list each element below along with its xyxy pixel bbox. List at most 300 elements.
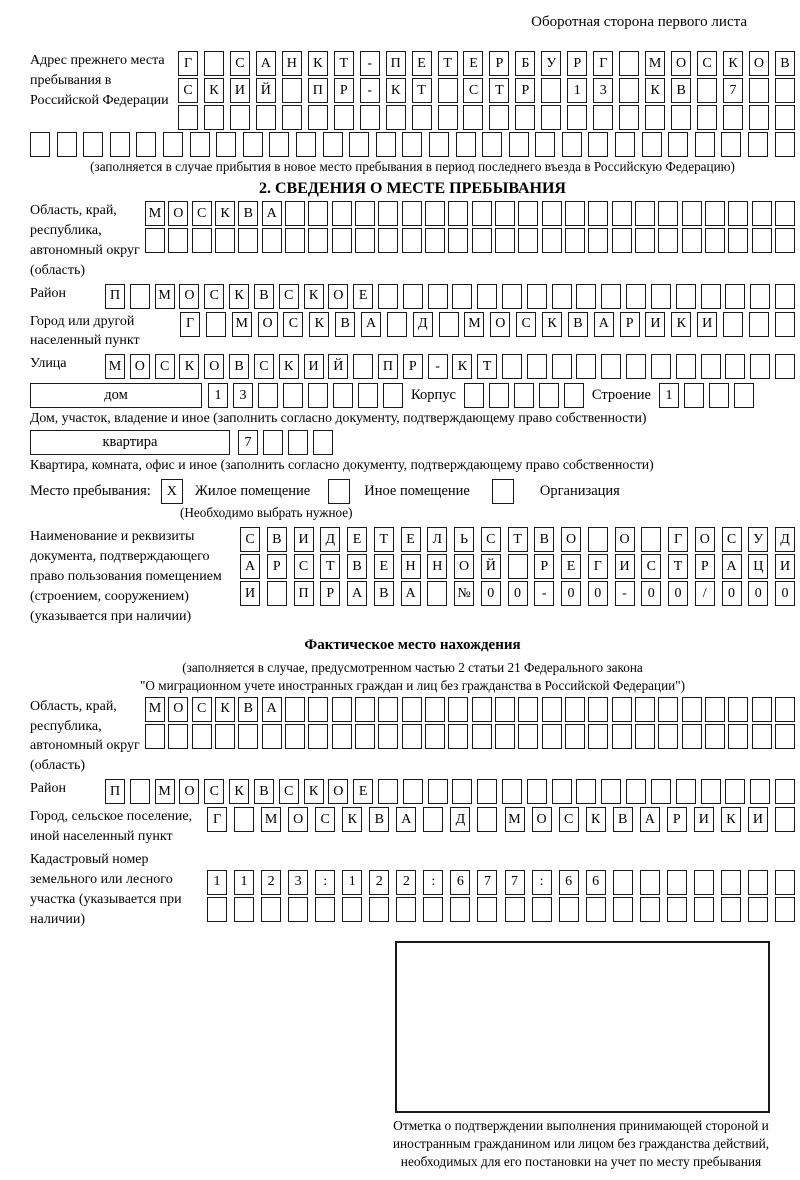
char-cell[interactable] [402, 697, 422, 722]
char-cell[interactable]: Е [374, 554, 394, 579]
char-cell[interactable]: И [645, 312, 665, 337]
char-cell[interactable] [728, 724, 748, 749]
char-cell[interactable] [386, 105, 406, 130]
char-cell[interactable]: Т [489, 78, 509, 103]
char-cell[interactable] [396, 897, 416, 922]
char-cell[interactable] [619, 78, 639, 103]
char-cell[interactable] [515, 105, 535, 130]
char-cell[interactable] [705, 228, 725, 253]
char-cell[interactable] [601, 779, 621, 804]
char-cell[interactable] [565, 724, 585, 749]
char-cell[interactable] [658, 724, 678, 749]
char-cell[interactable] [542, 697, 562, 722]
char-cell[interactable]: Е [347, 527, 367, 552]
char-cell[interactable] [658, 697, 678, 722]
char-cell[interactable]: М [145, 697, 165, 722]
char-cell[interactable]: 2 [396, 870, 416, 895]
char-cell[interactable]: Р [403, 354, 423, 379]
char-cell[interactable]: С [279, 779, 299, 804]
char-cell[interactable] [565, 697, 585, 722]
char-cell[interactable] [588, 697, 608, 722]
char-cell[interactable] [709, 383, 729, 408]
char-cell[interactable]: С [279, 284, 299, 309]
char-cell[interactable]: С [155, 354, 175, 379]
char-cell[interactable] [748, 897, 768, 922]
char-cell[interactable] [541, 78, 561, 103]
char-cell[interactable] [288, 430, 308, 455]
char-cell[interactable] [463, 105, 483, 130]
char-cell[interactable] [514, 383, 534, 408]
char-cell[interactable] [612, 724, 632, 749]
char-cell[interactable] [508, 554, 528, 579]
char-cell[interactable] [412, 105, 432, 130]
char-cell[interactable]: 0 [588, 581, 608, 606]
char-cell[interactable] [267, 581, 287, 606]
char-cell[interactable]: И [694, 807, 714, 832]
char-cell[interactable]: С [315, 807, 335, 832]
char-cell[interactable]: Ь [454, 527, 474, 552]
char-cell[interactable] [576, 354, 596, 379]
char-cell[interactable] [565, 201, 585, 226]
char-cell[interactable] [402, 132, 422, 157]
char-cell[interactable] [192, 228, 212, 253]
char-cell[interactable] [635, 724, 655, 749]
char-cell[interactable]: С [294, 554, 314, 579]
char-cell[interactable]: 0 [508, 581, 528, 606]
char-cell[interactable] [651, 354, 671, 379]
char-cell[interactable] [775, 724, 795, 749]
char-cell[interactable]: К [215, 201, 235, 226]
char-cell[interactable] [145, 724, 165, 749]
char-cell[interactable] [542, 724, 562, 749]
char-cell[interactable]: К [279, 354, 299, 379]
char-cell[interactable]: О [288, 807, 308, 832]
char-cell[interactable]: К [671, 312, 691, 337]
char-cell[interactable] [425, 201, 445, 226]
char-cell[interactable] [282, 105, 302, 130]
char-cell[interactable] [640, 897, 660, 922]
char-cell[interactable] [694, 897, 714, 922]
char-cell[interactable] [775, 897, 795, 922]
char-cell[interactable]: А [262, 201, 282, 226]
char-cell[interactable] [612, 201, 632, 226]
char-cell[interactable]: Д [450, 807, 470, 832]
char-cell[interactable] [425, 697, 445, 722]
char-cell[interactable] [472, 228, 492, 253]
char-cell[interactable]: 0 [668, 581, 688, 606]
char-cell[interactable]: 3 [593, 78, 613, 103]
char-cell[interactable] [542, 201, 562, 226]
char-cell[interactable]: Г [668, 527, 688, 552]
char-cell[interactable]: О [204, 354, 224, 379]
char-cell[interactable]: И [615, 554, 635, 579]
char-cell[interactable]: Г [207, 807, 227, 832]
char-cell[interactable] [619, 51, 639, 76]
char-cell[interactable]: Р [320, 581, 340, 606]
char-cell[interactable]: : [532, 870, 552, 895]
char-cell[interactable] [448, 201, 468, 226]
char-cell[interactable]: : [423, 870, 443, 895]
char-cell[interactable]: Е [412, 51, 432, 76]
char-cell[interactable] [448, 724, 468, 749]
char-cell[interactable] [369, 897, 389, 922]
char-cell[interactable] [527, 354, 547, 379]
char-cell[interactable] [308, 228, 328, 253]
char-cell[interactable]: 7 [723, 78, 743, 103]
char-cell[interactable]: Т [477, 354, 497, 379]
char-cell[interactable]: 0 [481, 581, 501, 606]
char-cell[interactable]: Т [320, 554, 340, 579]
char-cell[interactable]: Й [481, 554, 501, 579]
char-cell[interactable] [472, 201, 492, 226]
char-cell[interactable]: Р [695, 554, 715, 579]
char-cell[interactable]: Т [374, 527, 394, 552]
char-cell[interactable] [495, 228, 515, 253]
char-cell[interactable] [721, 132, 741, 157]
char-cell[interactable]: В [254, 284, 274, 309]
char-cell[interactable] [285, 697, 305, 722]
char-cell[interactable] [682, 724, 702, 749]
char-cell[interactable] [423, 807, 443, 832]
char-cell[interactable]: 1 [234, 870, 254, 895]
char-cell[interactable] [723, 312, 743, 337]
char-cell[interactable] [728, 228, 748, 253]
char-cell[interactable] [216, 132, 236, 157]
char-cell[interactable] [676, 779, 696, 804]
char-cell[interactable]: Р [515, 78, 535, 103]
char-cell[interactable]: М [261, 807, 281, 832]
char-cell[interactable] [539, 383, 559, 408]
char-cell[interactable]: И [240, 581, 260, 606]
char-cell[interactable]: Л [427, 527, 447, 552]
char-cell[interactable] [403, 284, 423, 309]
char-cell[interactable] [269, 132, 289, 157]
char-cell[interactable] [509, 132, 529, 157]
char-cell[interactable]: № [454, 581, 474, 606]
char-cell[interactable] [358, 383, 378, 408]
char-cell[interactable]: О [490, 312, 510, 337]
char-cell[interactable] [502, 354, 522, 379]
char-cell[interactable] [308, 201, 328, 226]
char-cell[interactable]: - [615, 581, 635, 606]
char-cell[interactable]: И [304, 354, 324, 379]
char-cell[interactable] [308, 697, 328, 722]
char-cell[interactable]: О [454, 554, 474, 579]
char-cell[interactable] [472, 724, 492, 749]
char-cell[interactable]: О [168, 201, 188, 226]
char-cell[interactable]: К [723, 51, 743, 76]
char-cell[interactable] [378, 724, 398, 749]
char-cell[interactable]: С [559, 807, 579, 832]
char-cell[interactable]: - [360, 51, 380, 76]
char-cell[interactable] [721, 870, 741, 895]
char-cell[interactable] [567, 105, 587, 130]
char-cell[interactable] [378, 779, 398, 804]
char-cell[interactable]: П [378, 354, 398, 379]
char-cell[interactable]: Н [401, 554, 421, 579]
char-cell[interactable]: М [505, 807, 525, 832]
char-cell[interactable] [429, 132, 449, 157]
char-cell[interactable]: К [721, 807, 741, 832]
char-cell[interactable] [334, 105, 354, 130]
char-cell[interactable] [296, 132, 316, 157]
char-cell[interactable] [315, 897, 335, 922]
char-cell[interactable] [775, 312, 795, 337]
char-cell[interactable]: 1 [207, 870, 227, 895]
char-cell[interactable] [613, 897, 633, 922]
char-cell[interactable]: В [534, 527, 554, 552]
char-cell[interactable] [261, 897, 281, 922]
char-cell[interactable]: К [304, 779, 324, 804]
char-cell[interactable] [725, 354, 745, 379]
char-cell[interactable]: Д [413, 312, 433, 337]
char-cell[interactable] [588, 132, 608, 157]
char-cell[interactable] [752, 228, 772, 253]
char-cell[interactable]: К [215, 697, 235, 722]
char-cell[interactable]: О [561, 527, 581, 552]
stay-option-checkbox-other[interactable] [328, 479, 350, 504]
char-cell[interactable] [332, 697, 352, 722]
char-cell[interactable]: - [428, 354, 448, 379]
char-cell[interactable] [750, 779, 770, 804]
char-cell[interactable] [477, 284, 497, 309]
char-cell[interactable]: В [568, 312, 588, 337]
char-cell[interactable] [613, 870, 633, 895]
char-cell[interactable] [752, 724, 772, 749]
char-cell[interactable]: С [254, 354, 274, 379]
char-cell[interactable] [535, 132, 555, 157]
char-cell[interactable] [626, 354, 646, 379]
char-cell[interactable] [57, 132, 77, 157]
char-cell[interactable]: Т [508, 527, 528, 552]
char-cell[interactable] [425, 724, 445, 749]
char-cell[interactable] [542, 228, 562, 253]
char-cell[interactable]: Т [334, 51, 354, 76]
char-cell[interactable] [378, 201, 398, 226]
char-cell[interactable] [378, 228, 398, 253]
char-cell[interactable] [705, 724, 725, 749]
char-cell[interactable]: Й [256, 78, 276, 103]
char-cell[interactable] [748, 870, 768, 895]
char-cell[interactable] [502, 284, 522, 309]
char-cell[interactable]: О [179, 779, 199, 804]
char-cell[interactable]: М [464, 312, 484, 337]
char-cell[interactable]: Е [353, 284, 373, 309]
char-cell[interactable] [403, 779, 423, 804]
char-cell[interactable]: В [369, 807, 389, 832]
char-cell[interactable] [262, 724, 282, 749]
char-cell[interactable] [518, 724, 538, 749]
char-cell[interactable] [640, 870, 660, 895]
char-cell[interactable]: 3 [288, 870, 308, 895]
char-cell[interactable]: Б [515, 51, 535, 76]
char-cell[interactable]: 0 [722, 581, 742, 606]
char-cell[interactable] [667, 897, 687, 922]
char-cell[interactable] [355, 724, 375, 749]
char-cell[interactable] [423, 897, 443, 922]
char-cell[interactable] [642, 132, 662, 157]
char-cell[interactable]: П [105, 284, 125, 309]
char-cell[interactable]: И [748, 807, 768, 832]
char-cell[interactable] [489, 105, 509, 130]
char-cell[interactable] [387, 312, 407, 337]
char-cell[interactable]: Н [427, 554, 447, 579]
char-cell[interactable] [383, 383, 403, 408]
char-cell[interactable] [721, 897, 741, 922]
char-cell[interactable]: А [361, 312, 381, 337]
char-cell[interactable]: 2 [369, 870, 389, 895]
char-cell[interactable]: В [254, 779, 274, 804]
char-cell[interactable]: 0 [641, 581, 661, 606]
char-cell[interactable] [452, 284, 472, 309]
char-cell[interactable]: М [155, 779, 175, 804]
char-cell[interactable] [734, 383, 754, 408]
char-cell[interactable] [775, 354, 795, 379]
char-cell[interactable] [601, 284, 621, 309]
char-cell[interactable] [234, 897, 254, 922]
char-cell[interactable] [658, 228, 678, 253]
char-cell[interactable]: К [229, 284, 249, 309]
char-cell[interactable] [130, 779, 150, 804]
char-cell[interactable]: Р [667, 807, 687, 832]
char-cell[interactable]: И [775, 554, 795, 579]
char-cell[interactable] [725, 284, 745, 309]
char-cell[interactable] [360, 105, 380, 130]
char-cell[interactable]: П [294, 581, 314, 606]
char-cell[interactable]: К [304, 284, 324, 309]
char-cell[interactable] [190, 132, 210, 157]
char-cell[interactable]: М [155, 284, 175, 309]
char-cell[interactable] [667, 870, 687, 895]
char-cell[interactable] [552, 779, 572, 804]
char-cell[interactable]: С [192, 697, 212, 722]
char-cell[interactable] [178, 105, 198, 130]
char-cell[interactable]: А [262, 697, 282, 722]
char-cell[interactable] [697, 78, 717, 103]
char-cell[interactable] [676, 284, 696, 309]
char-cell[interactable]: К [308, 51, 328, 76]
char-cell[interactable]: А [256, 51, 276, 76]
char-cell[interactable] [518, 201, 538, 226]
char-cell[interactable]: 1 [342, 870, 362, 895]
char-cell[interactable] [230, 105, 250, 130]
char-cell[interactable]: О [671, 51, 691, 76]
char-cell[interactable] [452, 779, 472, 804]
char-cell[interactable] [752, 697, 772, 722]
char-cell[interactable]: : [315, 870, 335, 895]
char-cell[interactable]: 1 [208, 383, 228, 408]
char-cell[interactable]: Й [328, 354, 348, 379]
char-cell[interactable] [83, 132, 103, 157]
char-cell[interactable] [333, 383, 353, 408]
char-cell[interactable]: А [401, 581, 421, 606]
char-cell[interactable] [243, 132, 263, 157]
char-cell[interactable]: В [347, 554, 367, 579]
char-cell[interactable] [682, 697, 702, 722]
char-cell[interactable]: О [179, 284, 199, 309]
char-cell[interactable]: С [230, 51, 250, 76]
char-cell[interactable] [552, 354, 572, 379]
char-cell[interactable]: С [516, 312, 536, 337]
char-cell[interactable] [349, 132, 369, 157]
char-cell[interactable]: Т [412, 78, 432, 103]
char-cell[interactable] [438, 105, 458, 130]
char-cell[interactable] [612, 228, 632, 253]
char-cell[interactable]: О [328, 779, 348, 804]
char-cell[interactable] [750, 284, 770, 309]
char-cell[interactable]: Е [463, 51, 483, 76]
char-cell[interactable] [456, 132, 476, 157]
char-cell[interactable]: Е [561, 554, 581, 579]
char-cell[interactable]: О [532, 807, 552, 832]
char-cell[interactable] [313, 430, 333, 455]
char-cell[interactable] [258, 383, 278, 408]
char-cell[interactable] [425, 228, 445, 253]
char-cell[interactable]: 3 [233, 383, 253, 408]
char-cell[interactable] [635, 697, 655, 722]
char-cell[interactable] [234, 807, 254, 832]
char-cell[interactable] [701, 779, 721, 804]
char-cell[interactable] [285, 228, 305, 253]
char-cell[interactable]: О [695, 527, 715, 552]
char-cell[interactable] [588, 724, 608, 749]
char-cell[interactable]: Е [353, 779, 373, 804]
char-cell[interactable] [701, 284, 721, 309]
char-cell[interactable]: В [229, 354, 249, 379]
char-cell[interactable] [168, 724, 188, 749]
char-cell[interactable]: - [534, 581, 554, 606]
char-cell[interactable] [676, 354, 696, 379]
char-cell[interactable] [684, 383, 704, 408]
char-cell[interactable] [527, 284, 547, 309]
char-cell[interactable] [775, 284, 795, 309]
char-cell[interactable]: А [396, 807, 416, 832]
char-cell[interactable] [701, 354, 721, 379]
char-cell[interactable] [635, 228, 655, 253]
char-cell[interactable] [263, 430, 283, 455]
char-cell[interactable]: Г [180, 312, 200, 337]
char-cell[interactable]: К [179, 354, 199, 379]
char-cell[interactable] [482, 132, 502, 157]
char-cell[interactable] [130, 284, 150, 309]
char-cell[interactable] [495, 697, 515, 722]
char-cell[interactable] [601, 354, 621, 379]
char-cell[interactable]: О [168, 697, 188, 722]
char-cell[interactable] [658, 201, 678, 226]
char-cell[interactable]: Р [267, 554, 287, 579]
char-cell[interactable] [651, 779, 671, 804]
char-cell[interactable] [586, 897, 606, 922]
char-cell[interactable]: Ц [748, 554, 768, 579]
char-cell[interactable]: М [645, 51, 665, 76]
char-cell[interactable] [668, 132, 688, 157]
char-cell[interactable]: С [463, 78, 483, 103]
char-cell[interactable]: - [360, 78, 380, 103]
char-cell[interactable] [705, 697, 725, 722]
char-cell[interactable]: 7 [477, 870, 497, 895]
char-cell[interactable]: М [232, 312, 252, 337]
char-cell[interactable]: 1 [567, 78, 587, 103]
char-cell[interactable] [588, 201, 608, 226]
char-cell[interactable]: И [697, 312, 717, 337]
char-cell[interactable]: К [452, 354, 472, 379]
char-cell[interactable] [651, 284, 671, 309]
char-cell[interactable]: В [613, 807, 633, 832]
char-cell[interactable]: В [238, 201, 258, 226]
char-cell[interactable] [775, 78, 795, 103]
char-cell[interactable]: У [541, 51, 561, 76]
char-cell[interactable] [750, 354, 770, 379]
